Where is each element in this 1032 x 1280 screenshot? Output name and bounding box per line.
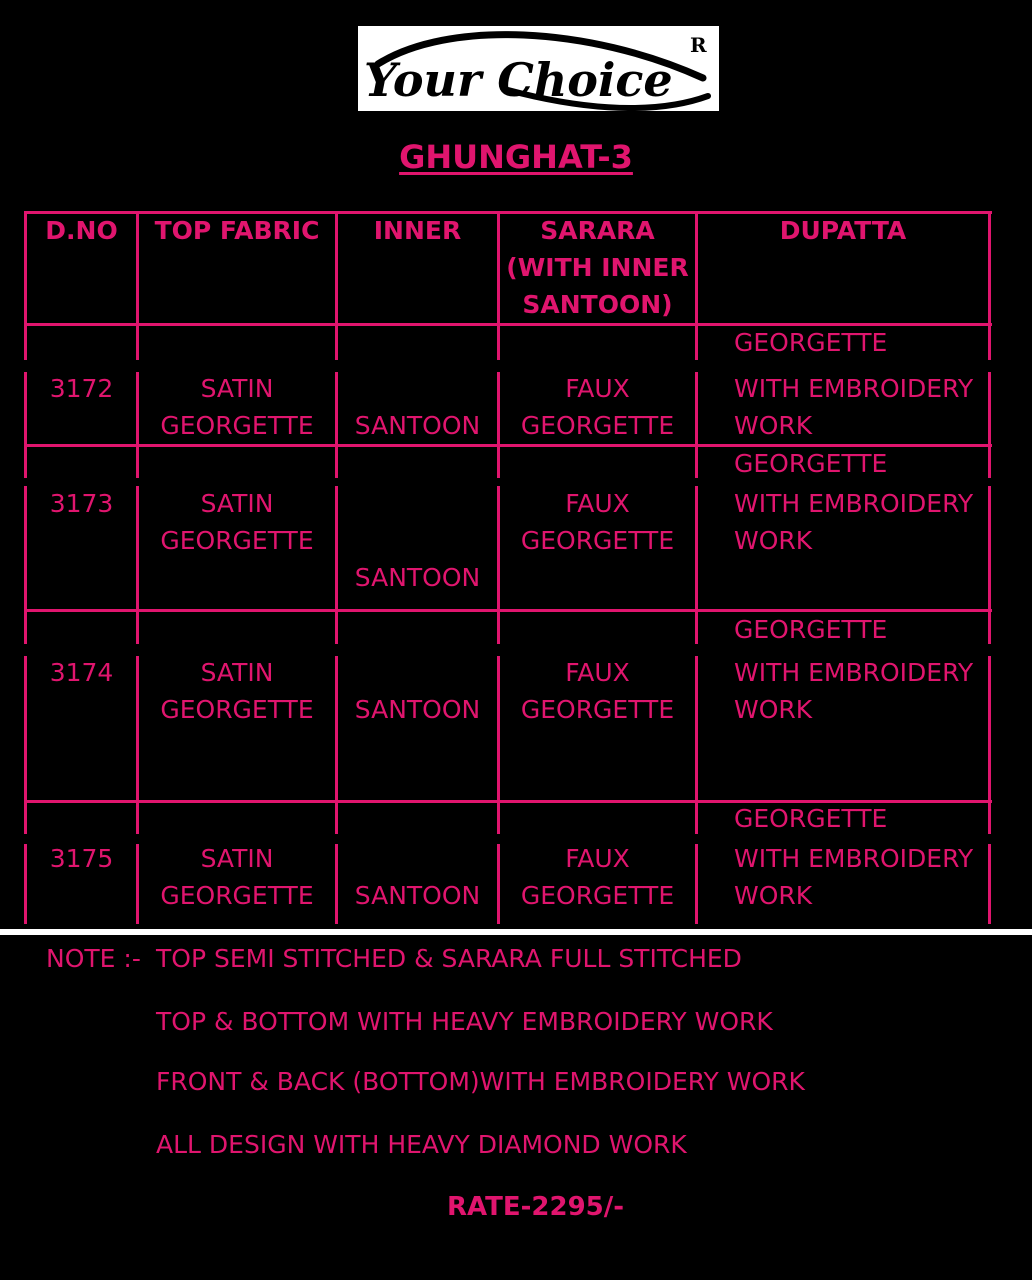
cell-inner: SANTOON xyxy=(354,411,481,440)
note-line: ALL DESIGN WITH HEAVY DIAMOND WORK xyxy=(156,1130,687,1159)
cell-dupatta-l1: GEORGETTE xyxy=(734,328,888,357)
cell-sarara: FAUX GEORGETTE xyxy=(520,489,675,555)
header-dupatta: DUPATTA xyxy=(779,216,907,245)
cell-sarara: FAUX GEORGETTE xyxy=(520,844,675,910)
note-line: TOP SEMI STITCHED & SARARA FULL STITCHED xyxy=(156,944,742,973)
cell-dupatta-l1: GEORGETTE xyxy=(734,804,888,833)
header-sarara: SARARA (WITH INNER SANTOON) xyxy=(506,216,689,319)
table-col-divider xyxy=(136,211,139,924)
divider xyxy=(0,929,1032,935)
cell-dno: 3174 xyxy=(49,658,114,687)
rate-label: RATE-2295/- xyxy=(447,1192,625,1222)
header-inner: INNER xyxy=(373,216,462,245)
cell-dupatta: WITH EMBROIDERY WORK xyxy=(734,658,974,724)
cell-dupatta-l1: GEORGETTE xyxy=(734,615,888,644)
logo-text: Your Choice xyxy=(364,53,673,107)
cell-sarara: FAUX GEORGETTE xyxy=(520,658,675,724)
cell-dno: 3173 xyxy=(49,489,114,518)
cell-inner: SANTOON xyxy=(354,881,481,910)
cell-top-fabric: SATIN GEORGETTE xyxy=(160,489,314,555)
cell-top-fabric: SATIN GEORGETTE xyxy=(160,374,314,440)
header-top-fabric: TOP FABRIC xyxy=(154,216,320,245)
cell-top-fabric: SATIN GEORGETTE xyxy=(160,658,314,724)
cell-dupatta: WITH EMBROIDERY WORK xyxy=(734,374,974,440)
table-col-divider xyxy=(695,211,698,924)
cell-dupatta: WITH EMBROIDERY WORK xyxy=(734,489,974,555)
cell-sarara: FAUX GEORGETTE xyxy=(520,374,675,440)
table-col-divider xyxy=(24,211,27,924)
brand-logo xyxy=(358,26,719,111)
note-label: NOTE :- xyxy=(46,944,141,973)
page-title: GHUNGHAT-3 xyxy=(399,138,633,176)
registered-mark: R xyxy=(690,33,707,57)
table-col-divider xyxy=(988,211,991,924)
cell-inner: SANTOON xyxy=(354,695,481,724)
cell-dno: 3175 xyxy=(49,844,114,873)
note-line: FRONT & BACK (BOTTOM)WITH EMBROIDERY WORK xyxy=(156,1067,805,1096)
cell-dupatta: WITH EMBROIDERY WORK xyxy=(734,844,974,910)
cell-inner: SANTOON xyxy=(354,563,481,592)
header-dno: D.NO xyxy=(45,216,118,245)
cell-dno: 3172 xyxy=(49,374,114,403)
cell-dupatta-l1: GEORGETTE xyxy=(734,449,888,478)
note-line: TOP & BOTTOM WITH HEAVY EMBROIDERY WORK xyxy=(156,1007,773,1036)
cell-top-fabric: SATIN GEORGETTE xyxy=(160,844,314,910)
